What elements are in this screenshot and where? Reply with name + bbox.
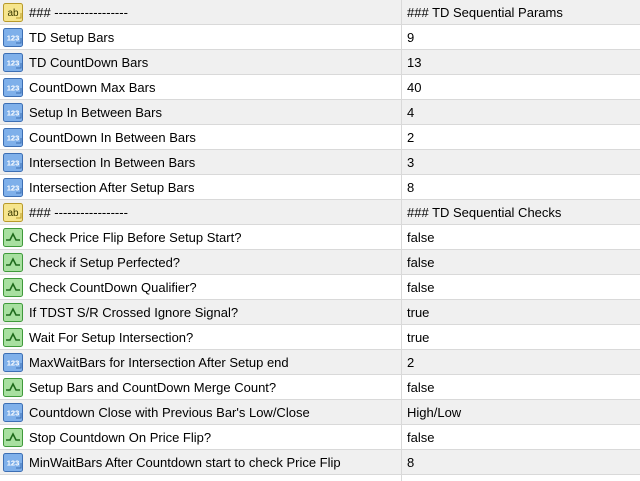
- param-name: Stop Countdown On Price Flip?: [29, 429, 212, 445]
- param-value[interactable]: false: [407, 429, 435, 445]
- param-row[interactable]: [0, 375, 640, 400]
- param-name-cell: [0, 425, 402, 449]
- svg-text:123: 123: [6, 408, 20, 417]
- param-name-cell: [0, 275, 402, 299]
- param-name-cell: [0, 225, 402, 249]
- param-name-cell: [0, 75, 402, 99]
- param-name-cell: [0, 375, 402, 399]
- param-name: CountDown Max Bars: [29, 79, 156, 95]
- param-name: ### -----------------: [29, 4, 128, 20]
- bool-icon: [3, 378, 23, 397]
- param-row[interactable]: [0, 400, 640, 425]
- param-name: Wait For Setup Intersection?: [29, 329, 194, 345]
- param-name-cell: [0, 450, 402, 474]
- param-value[interactable]: ### TD Sequential Checks: [407, 204, 562, 220]
- param-name-cell: [0, 300, 402, 324]
- param-name-cell: [0, 250, 402, 274]
- param-name-cell: [0, 25, 402, 49]
- bool-icon: [3, 303, 23, 322]
- svg-text:123: 123: [6, 458, 20, 467]
- 123-icon: [3, 403, 23, 422]
- param-name: TD Setup Bars: [29, 29, 115, 45]
- param-value[interactable]: 9: [407, 29, 415, 45]
- param-value[interactable]: 8: [407, 454, 415, 470]
- param-name: Intersection In Between Bars: [29, 154, 196, 170]
- param-value[interactable]: false: [407, 254, 435, 270]
- svg-text:123: 123: [6, 108, 20, 117]
- param-name: ### -----------------: [29, 204, 128, 220]
- param-row[interactable]: [0, 325, 640, 350]
- param-row[interactable]: [0, 0, 640, 25]
- svg-text:ab: ab: [7, 207, 19, 219]
- param-name-cell: [0, 100, 402, 124]
- param-value[interactable]: 8: [407, 179, 415, 195]
- param-name-cell: [0, 50, 402, 74]
- param-name-cell: [0, 350, 402, 374]
- param-name-cell: [0, 325, 402, 349]
- 123-icon: [3, 128, 23, 147]
- svg-text:123: 123: [6, 58, 20, 67]
- 123-icon: [3, 453, 23, 472]
- param-row[interactable]: [0, 250, 640, 275]
- param-row[interactable]: [0, 200, 640, 225]
- param-row[interactable]: [0, 300, 640, 325]
- param-value[interactable]: 2: [407, 354, 415, 370]
- 123-icon: [3, 178, 23, 197]
- param-name-cell: [0, 200, 402, 224]
- svg-text:123: 123: [6, 183, 20, 192]
- param-value[interactable]: false: [407, 279, 435, 295]
- param-name: MinWaitBars After Countdown start to check Price Flip: [29, 454, 341, 470]
- svg-text:123: 123: [6, 83, 20, 92]
- svg-text:123: 123: [6, 158, 20, 167]
- 123-icon: [3, 28, 23, 47]
- param-value[interactable]: true: [407, 329, 430, 345]
- param-row[interactable]: [0, 75, 640, 100]
- param-name: Setup Bars and CountDown Merge Count?: [29, 379, 277, 395]
- bool-icon: [3, 278, 23, 297]
- param-name: Check CountDown Qualifier?: [29, 279, 197, 295]
- param-value[interactable]: 13: [407, 54, 422, 70]
- param-row[interactable]: [0, 125, 640, 150]
- param-name-cell: [0, 125, 402, 149]
- partial-row-name-cell: [0, 475, 402, 481]
- bool-icon: [3, 228, 23, 247]
- ab-icon: [3, 3, 23, 22]
- bool-icon: [3, 428, 23, 447]
- param-name: Setup In Between Bars: [29, 104, 162, 120]
- bool-icon: [3, 328, 23, 347]
- param-name-cell: [0, 175, 402, 199]
- param-name: CountDown In Between Bars: [29, 129, 196, 145]
- param-name: TD CountDown Bars: [29, 54, 149, 70]
- 123-icon: [3, 353, 23, 372]
- param-name: If TDST S/R Crossed Ignore Signal?: [29, 304, 239, 320]
- param-row[interactable]: [0, 150, 640, 175]
- param-name: MaxWaitBars for Intersection After Setup end: [29, 354, 289, 370]
- param-row[interactable]: [0, 100, 640, 125]
- param-row[interactable]: [0, 225, 640, 250]
- param-value[interactable]: ### TD Sequential Params: [407, 4, 563, 20]
- param-name: Intersection After Setup Bars: [29, 179, 195, 195]
- param-value[interactable]: 2: [407, 129, 415, 145]
- param-value[interactable]: High/Low: [407, 404, 462, 420]
- param-value[interactable]: 4: [407, 104, 415, 120]
- param-row[interactable]: [0, 450, 640, 475]
- 123-icon: [3, 103, 23, 122]
- param-value[interactable]: 40: [407, 79, 422, 95]
- param-value[interactable]: false: [407, 379, 435, 395]
- param-value[interactable]: false: [407, 229, 435, 245]
- param-name: Check Price Flip Before Setup Start?: [29, 229, 242, 245]
- svg-text:123: 123: [6, 133, 20, 142]
- 123-icon: [3, 78, 23, 97]
- svg-text:123: 123: [6, 33, 20, 42]
- ab-icon: [3, 203, 23, 222]
- 123-icon: [3, 53, 23, 72]
- param-row[interactable]: [0, 25, 640, 50]
- svg-text:ab: ab: [7, 7, 19, 19]
- param-name-cell: [0, 400, 402, 424]
- param-name: Check if Setup Perfected?: [29, 254, 181, 270]
- param-name: Countdown Close with Previous Bar's Low/Close: [29, 404, 310, 420]
- param-row[interactable]: [0, 425, 640, 450]
- bool-icon: [3, 253, 23, 272]
- 123-icon: [3, 153, 23, 172]
- param-name-cell: [0, 0, 402, 24]
- partial-row: [0, 475, 640, 481]
- param-row[interactable]: [0, 275, 640, 300]
- param-name-cell: [0, 150, 402, 174]
- svg-text:123: 123: [6, 358, 20, 367]
- param-row[interactable]: [0, 50, 640, 75]
- param-row[interactable]: [0, 350, 640, 375]
- param-value[interactable]: true: [407, 304, 430, 320]
- param-value[interactable]: 3: [407, 154, 415, 170]
- param-row[interactable]: [0, 175, 640, 200]
